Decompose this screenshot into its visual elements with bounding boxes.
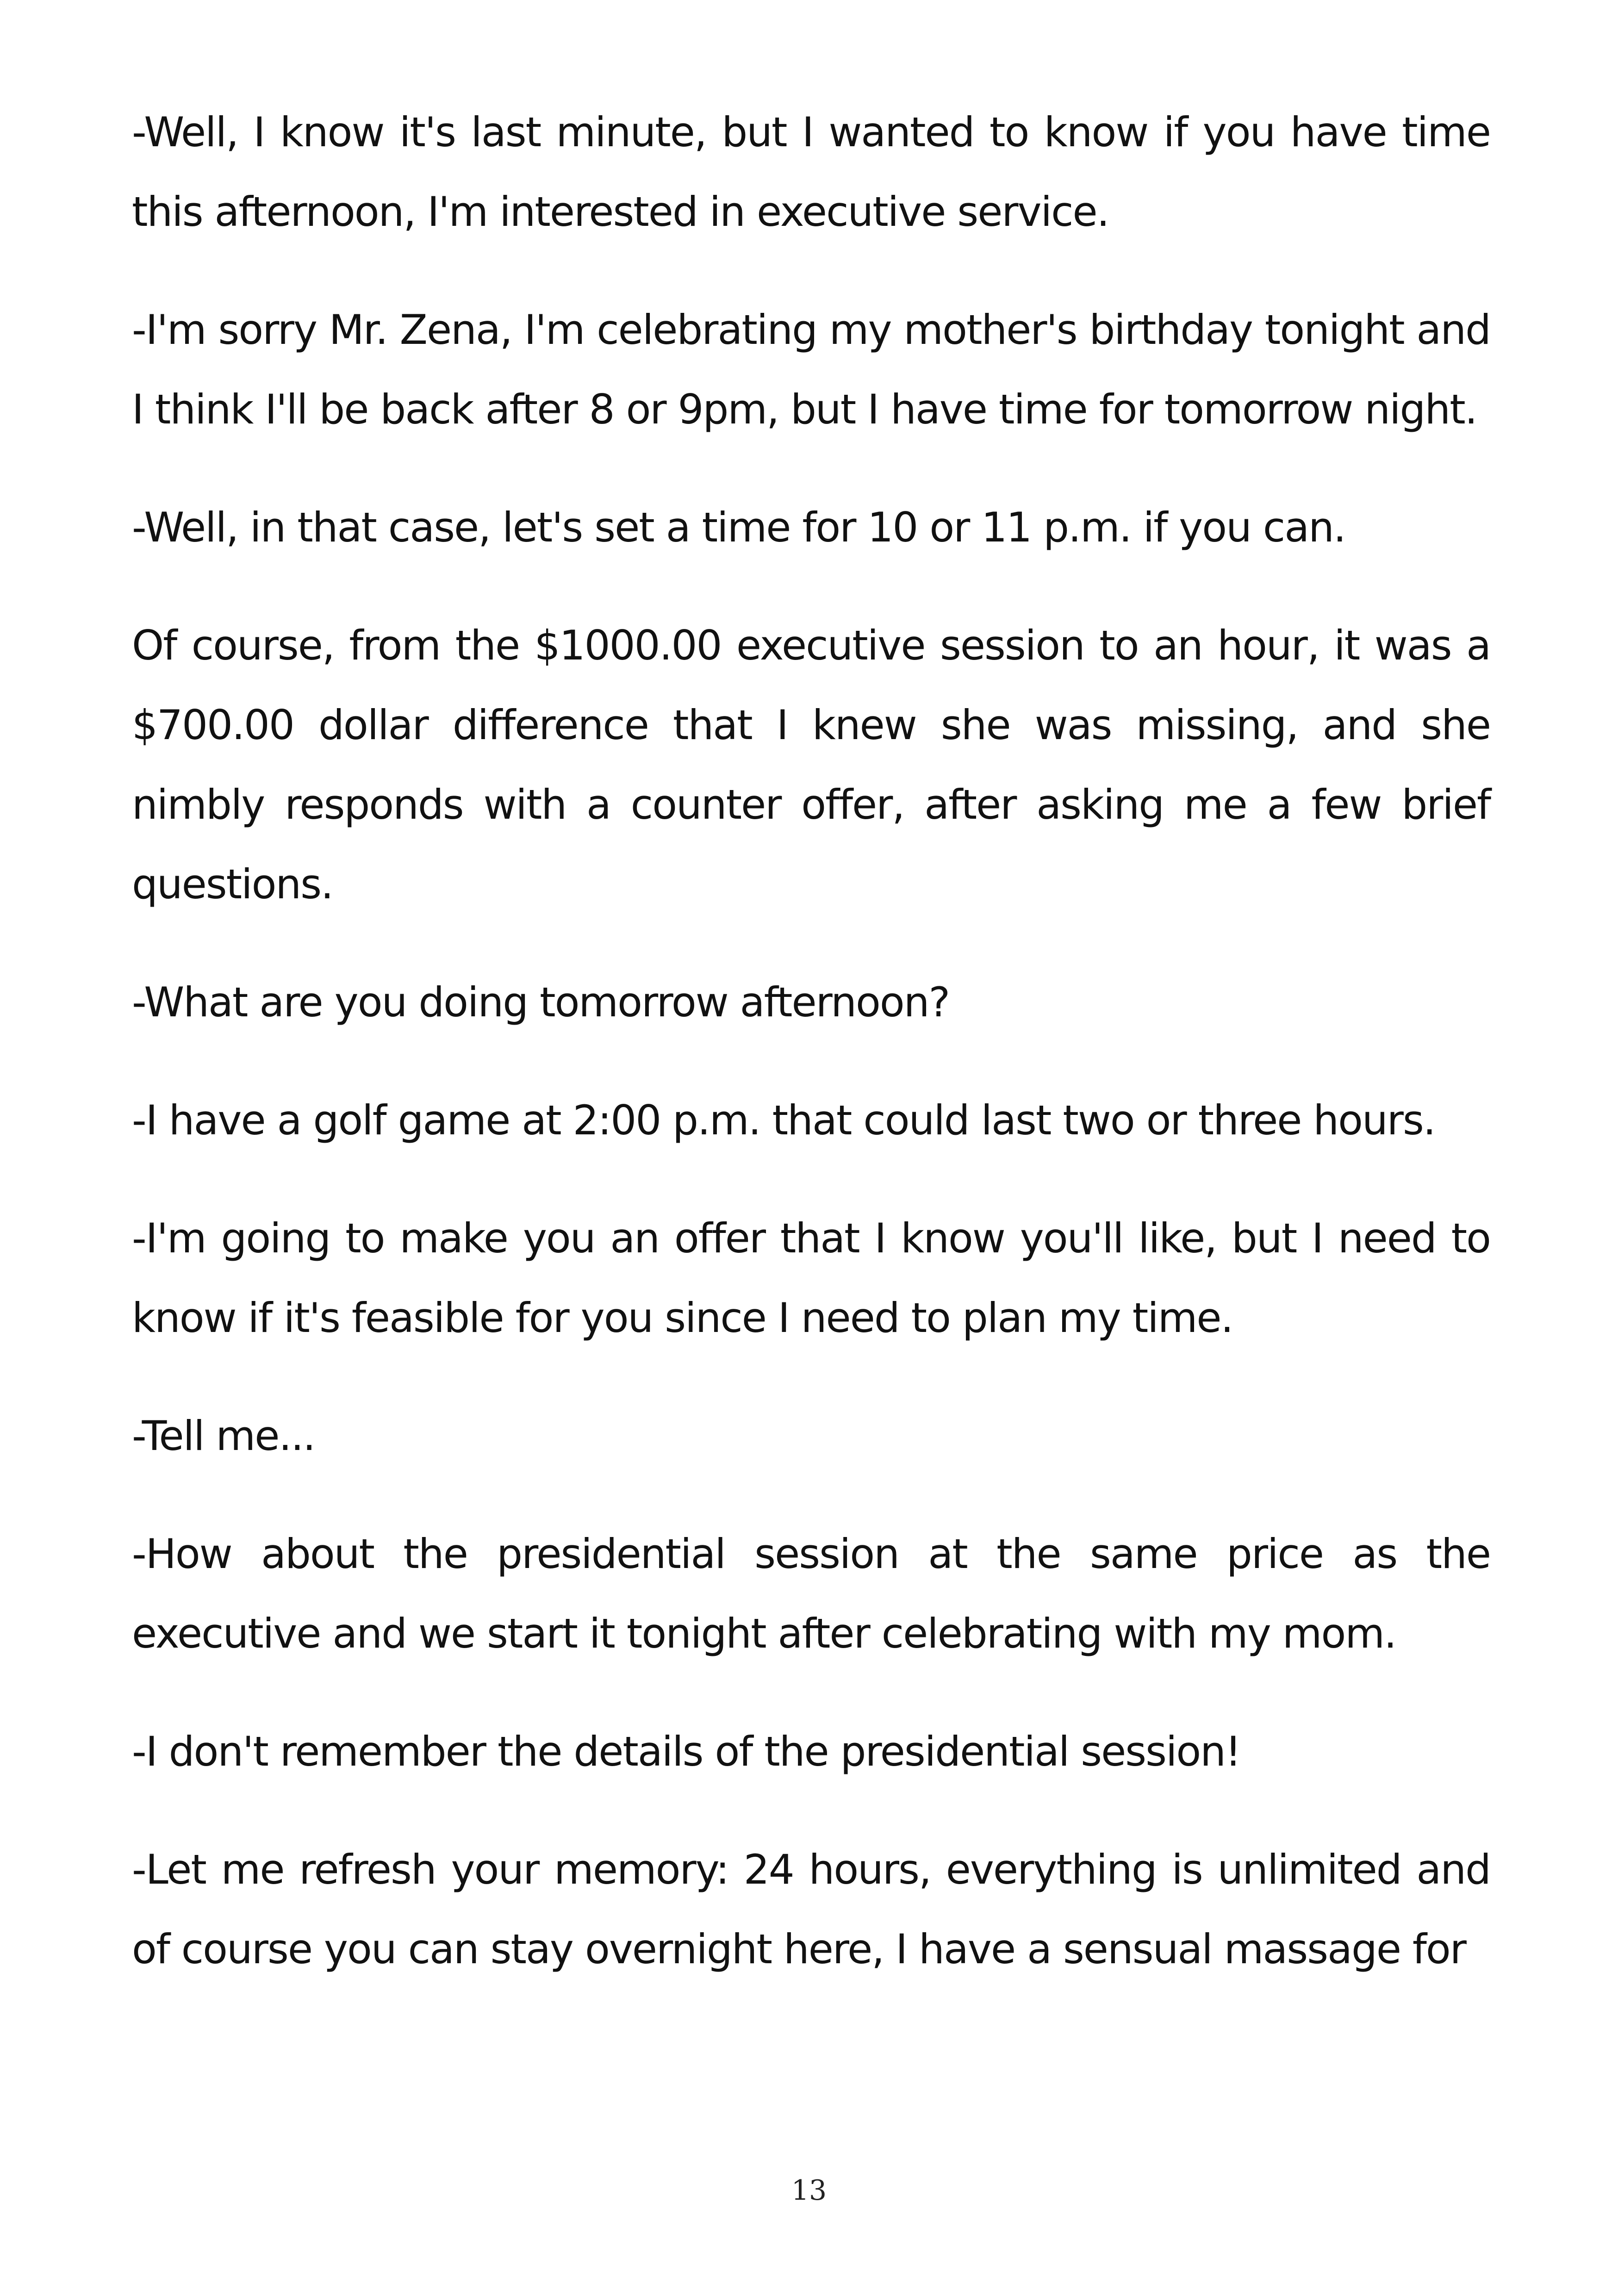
paragraph: -I'm going to make you an offer that I know you'll like, but I need to know if it's feasible for you since I need to plan my time. bbox=[132, 1214, 1490, 1342]
paragraph: -What are you doing tomorrow afternoon? bbox=[132, 978, 950, 1026]
paragraph: -Tell me... bbox=[132, 1412, 315, 1460]
paragraph: -I'm sorry Mr. Zena, I'm celebrating my mother's birthday tonight and I think I'll be back after 8 or 9pm, but I have time for tomorrow night. bbox=[132, 306, 1490, 433]
paragraph: Of course, from the $1000.00 executive session to an hour, it was a $700.00 dollar difference that I knew she was missing, and she nimbly responds with a counter offer, after asking me a few brief questions. bbox=[132, 622, 1490, 908]
paragraph: -I have a golf game at 2:00 p.m. that could last two or three hours. bbox=[132, 1096, 1435, 1144]
paragraph: -I don't remember the details of the presidential session! bbox=[132, 1728, 1241, 1775]
paragraph: -How about the presidential session at the same price as the executive and we start it tonight after celebrating with my mom. bbox=[132, 1530, 1490, 1657]
paragraph: -Well, in that case, let's set a time for 10 or 11 p.m. if you can. bbox=[132, 504, 1345, 551]
paragraph: -Well, I know it's last minute, but I wanted to know if you have time this afternoon, I'm interested in executive service. bbox=[132, 108, 1490, 236]
body-text bbox=[132, 93, 1490, 2028]
paragraph: -Let me refresh your memory: 24 hours, everything is unlimited and of course you can stay overnight here, I have a sensual massage for bbox=[132, 1846, 1490, 1973]
page-number: 13 bbox=[791, 2174, 827, 2207]
